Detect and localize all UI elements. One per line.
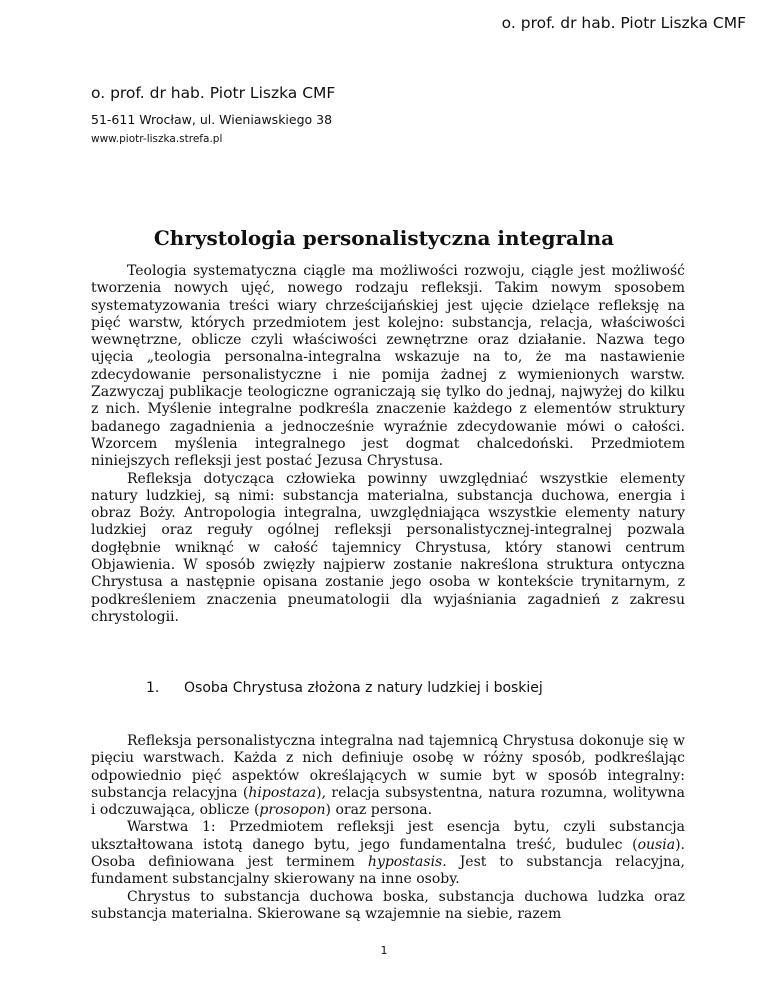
section-text xyxy=(91,733,685,923)
author-name: o. prof. dr hab. Piotr Liszka CMF xyxy=(91,84,336,102)
section-paragraph-2: Warstwa 1: Przedmiotem refleksji jest esencja bytu, czyli substancja ukształtowana istotą danego bytu, jego fundamentalna treść, budulec (ousia). Osoba definiowana jest terminem hypostasis. Jest to substancja relacyjna, fundament substancjalny skierowany na inne osoby. xyxy=(91,819,685,888)
term-hypostasis: hypostasis. xyxy=(367,854,447,871)
section-title: Osoba Chrystusa złożona z natury ludzkiej i boskiej xyxy=(184,680,543,696)
author-block xyxy=(91,84,335,145)
running-header-author: o. prof. dr hab. Piotr Liszka CMF xyxy=(501,14,746,32)
document-title: Chrystologia personalistyczna integralna xyxy=(153,226,615,250)
section-paragraph-3: Chrystus to substancja duchowa boska, substancja duchowa ludzka oraz substancja materialna. Skierowane są wzajemnie na siebie, razem xyxy=(91,888,685,922)
term-ousia: ousia xyxy=(637,836,676,853)
page-number: 1 xyxy=(380,944,388,957)
term-hipostaza: hipostaza xyxy=(248,784,317,801)
term-prosopon: prosopon xyxy=(259,802,326,819)
author-address: 51-611 Wrocław, ul. Wieniawskiego 38 xyxy=(91,112,333,127)
intro-paragraph-2: Refleksja dotycząca człowieka powinny uwzględniać wszystkie elementy natury ludzkiej, są nimi: substancja materialna, substancja duchowa, energia i obraz Boży. Antropologia integralna, uwzględniająca wszystkie elementy natury ludzkiej oraz reguły ogólnej refleksji personalistycznej-integralnej pozwala dogłębnie wniknąć w całość tajemnicy Chrystusa, który stanowi centrum Objawienia. W sposób zwięzły najpierw zostanie nakreślona struktura ontyczna Chrystusa a następnie opisana zostanie jego osoba w kontekście trynitarnym, z podkreśleniem znaczenia pneumatologii dla wyjaśniania zagadnień z zakresu chrystologii. xyxy=(91,470,685,625)
author-website: www.piotr-liszka.strefa.pl xyxy=(91,133,223,145)
intro-paragraph-1: Teologia systematyczna ciągle ma możliwości rozwoju, ciągle jest możliwość tworzenia nowych ujęć, nowego rodzaju refleksji. Takim nowym sposobem systematyzowania treści wiary chrześcijańskiej jest ujęcie dzielące refleksję na pięć warstw, których przedmiotem jest kolejno: substancja, relacja, właściwości wewnętrzne, oblicze czyli właściwości zewnętrzne oraz działanie. Nazwa tego ujęcia „teologia personalna-integralna wskazuje na to, że ma nastawienie zdecydowanie personalistyczne i nie pomija żadnej z wymienionych warstw. Zazwyczaj publikacje teologiczne ograniczają się tylko do jednaj, najwyżej do kilku z nich. Myślenie integralne podkreśla znaczenie każdego z elementów struktury badanego zagadnienia a jednocześnie wyraźnie zdecydowanie mówi o całości. Wzorcem myślenia integralnego jest dogmat chalcedoński. Przedmiotem niniejszych refleksji jest postać Jezusa Chrystusa. xyxy=(91,263,685,470)
section-heading xyxy=(146,680,543,696)
section-paragraph-1: Refleksja personalistyczna integralna nad tajemnicą Chrystusa dokonuje się w pięciu warstwach. Każda z nich definiuje osobę w różny sposób, podkreślając odpowiednio pięć aspektów określających w sumie byt w sposób integralny: substancja relacyjna (hipostaza), relacja subsystentna, natura rozumna, wolitywna i odczuwająca, oblicze (prosopon) oraz persona. xyxy=(91,733,685,819)
section-number: 1. xyxy=(146,680,160,696)
intro-text xyxy=(91,263,685,626)
